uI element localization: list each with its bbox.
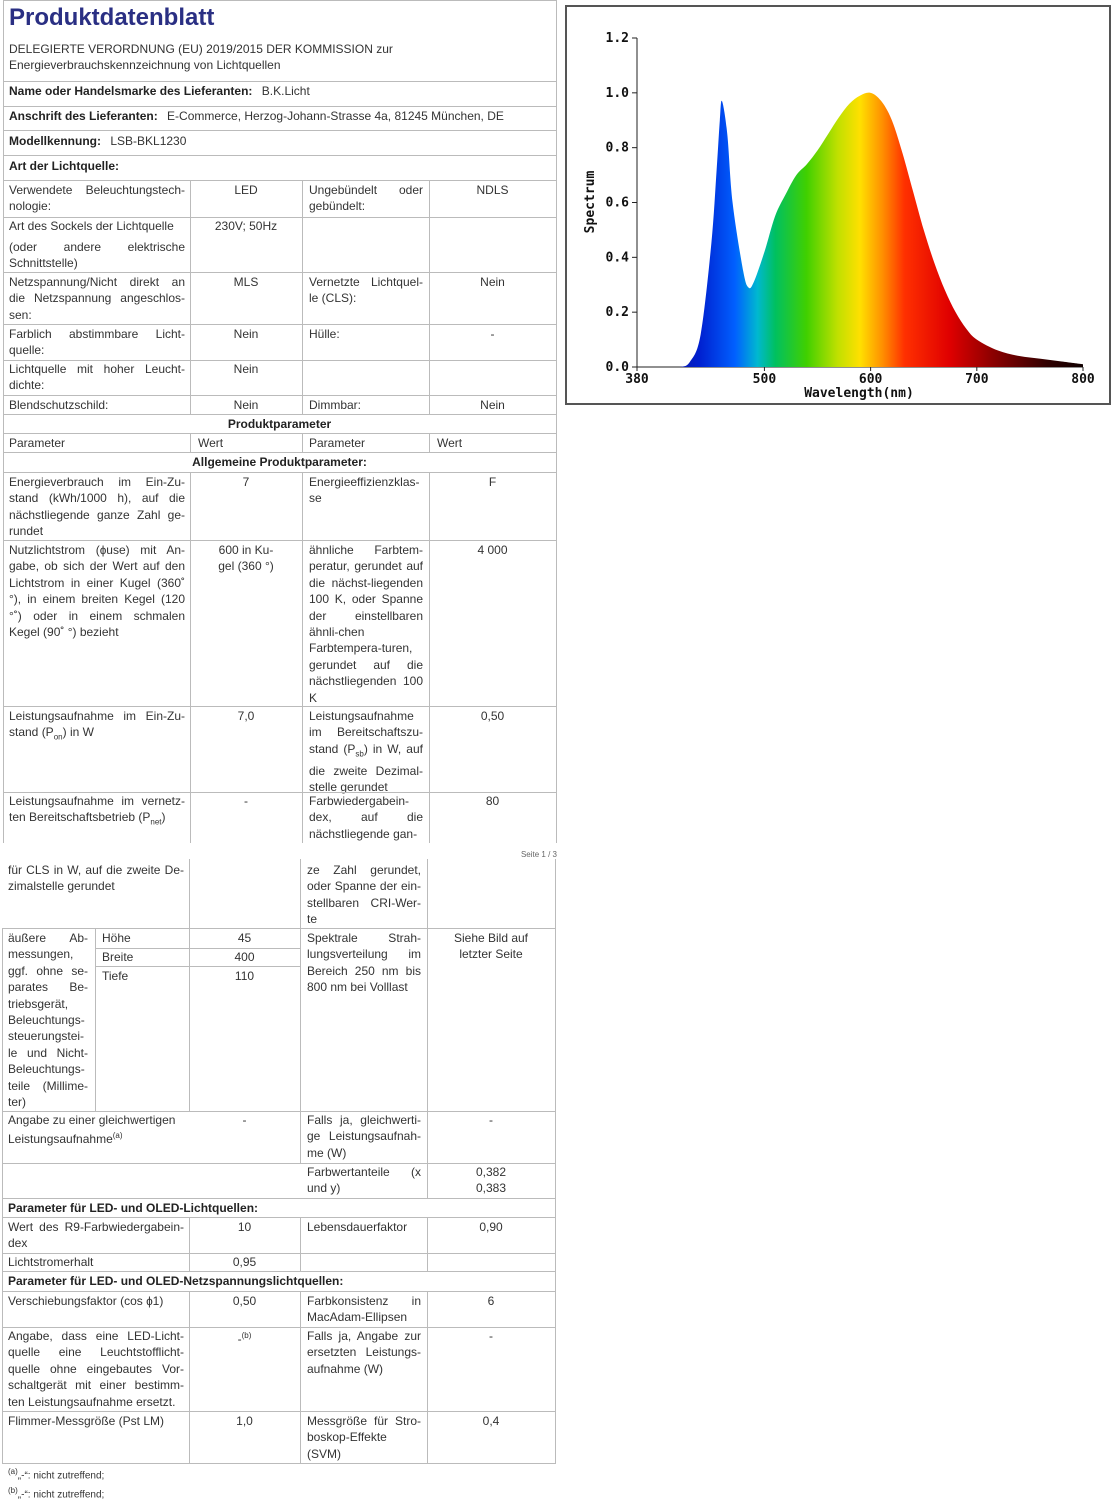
supplier-name-row [9,83,549,99]
mains-label: Netzspannung/Nicht direkt an die Netzspannung angeschlos-sen: [9,275,185,322]
y-tick-label: 0.2 [605,305,629,321]
divider [2,1271,555,1272]
survival-value: 0,90 [479,1220,503,1234]
socket-value: 230V; 50Hz [214,219,278,233]
col-divider [302,180,303,414]
dim-value: 400 [234,950,255,964]
pon-label-b: ) in W [62,725,94,740]
table-border-left [2,928,3,1464]
divider [2,928,555,929]
tunable-label: Farblich abstimmbare Licht-quelle: [9,327,185,358]
y-tick-label: 1.2 [605,31,629,46]
divider [2,1463,555,1464]
dpf-value: 0,50 [232,1294,257,1308]
y-tick-label: 0.6 [605,195,629,211]
cls-label: Vernetzte Lichtquel-le (CLS): [309,275,423,306]
focus-label: Ungebündelt oder gebündelt: [309,183,423,214]
replace-label: Angabe, dass eine LED-Licht-quelle eine Leuchtstofflicht-quelle ohne eingebautes Vor-schaltgerät mit einer bestimm-ten Leistungsaufnahme ersetzt. [8,1329,184,1409]
dims-label: äußere Ab-messungen, ggf. ohne se-parates Be-triebsgerät, Beleuchtungs-steuerungstei-le und Nicht-Beleuchtungs-teile (Millime-ter) [8,931,88,1110]
envelope-value: - [490,327,495,341]
pon-sub: on [53,732,63,742]
col-divider [429,472,430,843]
footnote-mark: (a) [8,1467,18,1476]
divider [2,1198,555,1199]
spectrum-chart [565,5,1111,405]
cls-value: Nein [480,275,505,289]
footnote-ref: (b) [241,1331,252,1340]
svm-value: 0,4 [482,1414,500,1428]
divider [3,433,556,434]
col-header-value: Wert [198,436,224,450]
divider [2,1291,555,1292]
section-title: Produktparameter [227,417,332,431]
divider [95,966,300,967]
source-type-label: Art der Lichtquelle: [9,159,120,173]
col-divider [190,433,191,452]
col-divider [300,1291,301,1464]
dimmable-value: Nein [480,398,505,412]
dim-name: Höhe [102,931,131,945]
spectrum-area [637,93,1083,367]
pnet-value: - [244,794,248,808]
divider [3,452,556,453]
pon-label-a: Leistungsaufnahme im Ein-Zu-stand (P [9,709,185,740]
col-divider [300,1217,301,1271]
x-axis-label: Wavelength(nm) [804,386,914,401]
model-label: Modellkennung: [9,134,101,148]
footnote-mark: (b) [8,1486,18,1495]
divider [3,272,556,273]
col-divider [427,859,428,1199]
col-divider [302,433,303,452]
spectral-label: Spektrale Strah-lungsverteilung im Bereich 250 nm bis 800 nm bei Volllast [307,931,421,995]
col-divider [189,1291,190,1464]
consistency-label: Farbkonsistenz in MacAdam-Ellipsen [307,1294,421,1325]
supplier-name: B.K.Licht [261,84,310,98]
energy-label: Energieverbrauch im Ein-Zu-stand (kWh/1000 h), auf die nächstliegende ganze Zahl ge-rundet [9,475,185,539]
psb-label-a: Leistungsaufnahme im Bereitschaftszu-stand (P [309,709,423,756]
cct-label: ähnliche Farbtem-peratur, gerundet auf die nächst-liegenden 100 K, oder Spanne der einstellbaren ähnli-chen Farbtempera-turen, gerundet auf die nächstliegenden 100 K [309,543,423,705]
footnote-text: „-“: nicht zutreffend; [17,1470,105,1482]
replace-value [189,1328,300,1347]
regulation-text: DELEGIERTE VERORDNUNG (EU) 2019/2015 DER KOMMISSION zur Energieverbrauchskennzeichnung von Lichtquellen [9,42,393,73]
divider [3,155,556,156]
divider [3,540,556,541]
pnet-label [9,793,185,831]
psb-label [309,708,423,795]
dimmable-label: Dimmbar: [309,398,362,412]
col-header-param: Parameter [9,436,66,450]
footnote [8,1465,104,1483]
pon-label [9,708,185,746]
col-divider [190,180,191,414]
chroma-x: 0,382 [475,1165,507,1179]
replace-power-label: Falls ja, Angabe zur ersetzten Leistungs-aufnahme (W) [307,1329,421,1376]
pnet-sub: net [150,817,162,827]
supplier-address: E-Commerce, Herzog-Johann-Strasse 4a, 81245 München, DE [167,109,504,123]
footnote-text: „-“: nicht zutreffend; [17,1489,105,1501]
footnote [8,1484,104,1502]
model-row [9,133,549,149]
antiglare-value: Nein [233,398,259,412]
socket-label: Art des Sockels der Lichtquelle [9,219,174,233]
col-divider [190,472,191,843]
antiglare-label: Blendschutzschild: [9,398,109,412]
y-axis-label: Spectrum [583,170,598,234]
divider [3,81,556,82]
svm-label: Messgröße für Stro-boskop-Effekte (SVM) [307,1414,421,1461]
tunable-value: Nein [233,327,259,341]
page-footer: Seite 1 / 3 [520,850,557,859]
x-tick-label: 600 [858,372,883,387]
survival-label: Lebensdauerfaktor [307,1220,408,1234]
x-tick-label: 500 [752,372,777,387]
divider [3,130,556,131]
divider [3,395,556,396]
pnet-label-b: ) [161,810,166,825]
chroma-y: 0,383 [475,1181,507,1195]
y-tick-label: 0.8 [605,140,629,156]
highlum-value: Nein [233,362,259,376]
equiv-power-value: - [489,1113,493,1127]
led-section-title: Parameter für LED- und OLED-Lichtquellen: [8,1201,259,1215]
psb-label-b: ) in W, auf die zweite Dezimal-stelle gerundet [309,741,423,795]
x-tick-label: 700 [965,372,989,387]
cct-value: 4 000 [477,543,508,557]
equiv-label [8,1112,188,1148]
col-header-param-2: Parameter [309,436,366,450]
chroma-label: Farbwertanteile (x und y) [307,1165,421,1196]
pnet-label-a: Leistungsaufnahme im vernetz-ten Bereitschaftsbetrieb (P [9,794,185,825]
divider [3,0,556,1]
socket-label-2: (oder andere elektrische Schnittstelle) [9,240,185,271]
col-divider [189,859,190,1112]
consistency-value: 6 [487,1294,495,1308]
divider [3,324,556,325]
dim-name: Tiefe [102,969,129,983]
x-tick-label: 800 [1071,372,1095,387]
dim-value: 45 [237,931,252,945]
y-tick-label: 1.0 [605,85,629,101]
cri-label: Farbwiedergabein-dex, auf die nächstliegende gan- [309,794,423,841]
mains-value: MLS [233,275,259,289]
replace-value-text: - [237,1332,242,1346]
divider [3,472,556,473]
model-id: LSB-BKL1230 [110,134,187,148]
y-tick-label: 0.0 [605,360,629,375]
r9-value: 10 [237,1220,252,1234]
col-header-value-2: Wert [437,436,463,450]
divider [3,106,556,107]
general-title: Allgemeine Produktparameter: [192,455,367,469]
psb-value: 0,50 [480,709,505,723]
energy-value: 7 [242,475,250,489]
y-tick-label: 0.4 [605,250,629,266]
focus-value: NDLS [476,183,509,197]
divider [2,1411,555,1412]
table-border-right [556,0,557,843]
pon-value: 7,0 [237,709,255,723]
flicker-value: 1,0 [236,1414,253,1428]
supplier-address-row [9,108,549,124]
divider [3,706,556,707]
eclass-label: Energieeffizienzklas-se [309,475,420,506]
dpf-label: Verschiebungsfaktor (cos ɸ1) [8,1294,164,1308]
col-divider [427,1291,428,1464]
flicker-label: Flimmer-Messgröße (Pst LM) [8,1414,165,1428]
page-title: Produktdatenblatt [9,4,215,31]
flux-label: Nutzlichtstrom (ɸuse) mit An-gabe, ob sich der Wert auf den Lichtstrom in einer Kugel (360˚ °), in einem breiten Kegel (120 °˚) oder in einem schmalen Kegel (90˚ °) bezieht [9,543,185,640]
envelope-label: Hülle: [309,327,340,341]
maint-value: 0,95 [232,1255,257,1269]
divider [2,1217,555,1218]
pnet-label-cont: für CLS in W, auf die zweite De-zimalstelle gerundet [8,863,184,894]
tech-value: LED [234,183,258,197]
r9-label: Wert des R9-Farbwiedergabein-dex [8,1220,184,1251]
divider [3,180,556,181]
dim-name: Breite [102,950,134,964]
equiv-label-text: Angabe zu einer gleichwertigen Leistungsaufnahme [8,1113,176,1147]
replace-power-value: - [489,1329,493,1343]
equiv-power-label: Falls ja, gleichwerti-ge Leistungsaufnah-me (W) [307,1113,421,1160]
cri-value: 80 [485,794,500,808]
col-divider [429,433,430,452]
tech-label: Verwendete Beleuchtungstech-nologie: [9,183,185,214]
maint-label: Lichtstromerhalt [8,1255,94,1269]
footnote-ref: (a) [112,1131,123,1141]
col-divider [302,472,303,843]
supplier-address-label: Anschrift des Lieferanten: [9,109,158,123]
spectral-value: Siehe Bild auf letzter Seite [453,931,529,962]
flux-value: 600 in Ku-gel (360 °) [218,543,274,574]
col-divider [429,180,430,414]
col-divider [300,859,301,1164]
supplier-name-label: Name oder Handelsmarke des Lieferanten: [9,84,253,98]
cri-label-cont: ze Zahl gerundet, oder Spanne der ein-stellbaren CRI-Wer-te [307,863,421,927]
mains-section-title: Parameter für LED- und OLED-Netzspannungslichtquellen: [8,1274,344,1288]
spectrum-chart-svg [567,7,1109,403]
dim-value: 110 [234,969,255,983]
equiv-value: - [242,1113,247,1127]
x-tick-label: 380 [625,372,649,387]
col-divider [95,928,96,1112]
divider [3,414,556,415]
table-border-right [555,859,556,1464]
eclass-value: F [488,475,497,489]
psb-sub: sb [355,749,364,759]
highlum-label: Lichtquelle mit hoher Leucht-dichte: [9,362,185,393]
